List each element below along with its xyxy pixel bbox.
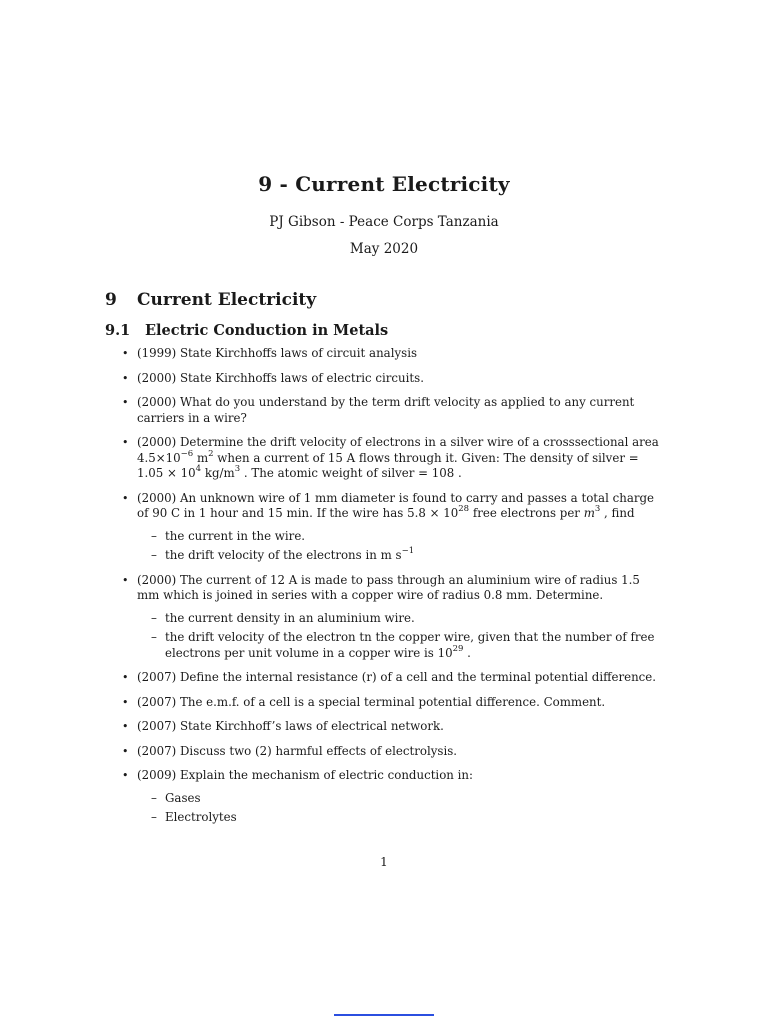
dash-icon: –	[151, 810, 157, 824]
text-run: the drift velocity of the electrons in m s	[165, 548, 402, 562]
sub-list-item	[137, 810, 665, 826]
text-run: kg/m	[201, 466, 235, 480]
footer-link-underline[interactable]	[334, 1014, 434, 1016]
sub-list-item	[137, 529, 665, 545]
sub-question-text: the current density in an aluminium wire.	[165, 610, 415, 625]
list-item	[105, 719, 665, 735]
question-text: (2007) The e.m.f. of a cell is a special terminal potential difference. Comment.	[137, 694, 606, 709]
dash-icon: –	[151, 790, 157, 805]
sub-list-item	[137, 548, 665, 564]
text-run: the drift velocity of the electron tn the copper wire, given that the number of free electrons per unit volume in a copper wire is 10	[165, 630, 655, 660]
sub-question-text	[165, 630, 654, 660]
text-run: .	[463, 645, 471, 660]
text-run: free electrons per	[469, 506, 584, 520]
bullet-icon: •	[122, 744, 129, 758]
list-item	[105, 435, 665, 482]
superscript: −1	[401, 546, 415, 557]
bullet-icon: •	[122, 491, 129, 505]
bullet-icon: •	[122, 436, 129, 449]
section-heading	[105, 290, 316, 310]
list-item	[105, 670, 665, 686]
bullet-icon: •	[122, 671, 129, 684]
subsection-heading	[105, 322, 388, 339]
text-run: m	[193, 450, 209, 465]
sub-question-text: the current in the wire.	[165, 528, 306, 543]
text-run: (2000) Determine the drift velocity of electrons in a silver wire of a crosssectional area 4.5×10	[137, 435, 659, 465]
question-text	[137, 435, 659, 480]
superscript: 2	[208, 448, 214, 459]
sub-question-list	[137, 791, 665, 826]
subsection-number: 9.1	[105, 322, 131, 339]
list-item	[105, 395, 665, 426]
section-number: 9	[105, 290, 117, 310]
bullet-icon: •	[122, 371, 129, 385]
sub-question-text: Gases	[165, 790, 201, 805]
subsection-title: Electric Conduction in Metals	[145, 322, 389, 339]
list-item	[105, 744, 665, 760]
section-title: Current Electricity	[137, 290, 317, 310]
question-text: (2007) Discuss two (2) harmful effects of electrolysis.	[137, 743, 458, 758]
sub-question-list	[137, 611, 665, 662]
question-list	[105, 346, 665, 835]
math-symbol: m	[583, 506, 595, 520]
bullet-icon: •	[122, 573, 129, 587]
sub-question-text	[165, 548, 414, 562]
superscript: 28	[458, 504, 470, 515]
question-text	[137, 491, 654, 521]
sub-question-text: Electrolytes	[165, 810, 237, 824]
document-author: PJ Gibson - Peace Corps Tanzania	[269, 214, 499, 230]
question-text: (2000) The current of 12 A is made to pass through an aluminium wire of radius 1.5 mm which is joined in series with a copper wire of radius 0.8 mm. Determine.	[137, 572, 640, 602]
dash-icon: –	[151, 630, 157, 644]
sub-question-list	[137, 529, 665, 564]
list-item	[105, 371, 665, 387]
sub-list-item	[137, 791, 665, 807]
list-item	[105, 768, 665, 826]
text-run: when a current of 15 A flows through it. Given: The density of silver = 1.05 × 10	[137, 450, 639, 480]
bullet-icon: •	[122, 695, 129, 709]
bullet-icon: •	[122, 396, 129, 409]
list-item	[105, 346, 665, 362]
text-run: . The atomic weight of silver = 108 .	[240, 466, 462, 480]
superscript: 3	[594, 504, 601, 515]
question-text: (2000) State Kirchhoffs laws of electric circuits.	[137, 370, 424, 385]
question-text: (2007) Define the internal resistance (r) of a cell and the terminal potential difference.	[137, 670, 657, 684]
superscript: 29	[452, 643, 464, 654]
dash-icon: –	[151, 548, 157, 562]
sub-list-item	[137, 611, 665, 627]
document-date: May 2020	[349, 241, 419, 257]
question-text: (2009) Explain the mechanism of electric conduction in:	[137, 768, 473, 782]
question-text: (2000) What do you understand by the term drift velocity as applied to any current carriers in a wire?	[137, 395, 635, 425]
sub-list-item	[137, 630, 665, 661]
page-number: 1	[380, 855, 388, 869]
bullet-icon: •	[122, 720, 129, 733]
document-title: 9 - Current Electricity	[258, 172, 510, 196]
dash-icon: –	[151, 528, 157, 543]
text-run: , find	[600, 506, 635, 520]
list-item	[105, 695, 665, 711]
superscript: 4	[195, 464, 202, 475]
text-run: (2000) An unknown wire of 1 mm diameter is found to carry and passes a total charge of 90 C in 1 hour and 15 min. If the wire has 5.8 × 10	[137, 490, 655, 520]
dash-icon: –	[151, 610, 157, 625]
superscript: 3	[234, 464, 241, 475]
list-item	[105, 573, 665, 662]
superscript: −6	[180, 448, 194, 459]
question-text: (1999) State Kirchhoffs laws of circuit analysis	[137, 346, 418, 360]
question-text: (2007) State Kirchhoff’s laws of electrical network.	[137, 719, 444, 733]
list-item	[105, 491, 665, 564]
bullet-icon: •	[122, 347, 129, 360]
bullet-icon: •	[122, 769, 129, 782]
